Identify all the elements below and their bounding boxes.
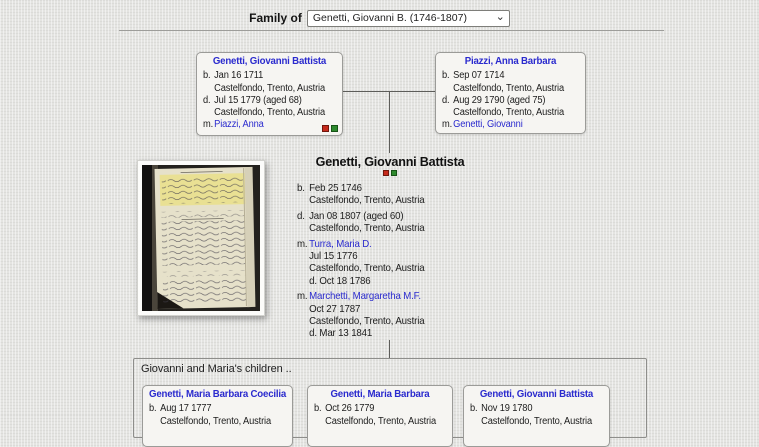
child1-birth-place: Castelfondo, Trento, Austria <box>160 415 272 427</box>
mother-death-date: Aug 29 1790 (aged 75) <box>453 94 546 106</box>
child3-name-link[interactable]: Genetti, Giovanni Battista <box>479 389 594 400</box>
mother-birth-date: Sep 07 1714 <box>453 70 505 82</box>
focus-death-place: Castelfondo, Trento, Austria <box>309 223 425 235</box>
manuscript-illustration <box>142 165 260 311</box>
spouse1-death: d. Oct 18 1786 <box>309 275 371 287</box>
focus-birth-date: Feb 25 1746 <box>309 183 362 194</box>
child-box-3 <box>463 385 610 447</box>
mother-birth-place: Castelfondo, Trento, Austria <box>453 82 565 94</box>
death-label: d. <box>203 94 211 106</box>
mother-death-place: Castelfondo, Trento, Austria <box>453 107 565 119</box>
marriage1-date: Jul 15 1776 <box>309 251 358 263</box>
focus-birth-place: Castelfondo, Trento, Austria <box>309 195 425 207</box>
red-square-icon[interactable] <box>322 125 329 132</box>
child-box-2 <box>307 385 453 447</box>
marriage-label: m. <box>297 291 308 303</box>
birth-label: b. <box>149 403 157 415</box>
family-select-value: Genetti, Giovanni B. (1746-1807) <box>312 11 467 24</box>
father-box <box>196 52 343 136</box>
manuscript-record-photo[interactable] <box>137 160 265 316</box>
child1-name-link[interactable]: Genetti, Maria Barbara Coecilia <box>149 389 287 400</box>
father-name-link[interactable]: Genetti, Giovanni Battista <box>212 56 327 67</box>
father-death-place: Castelfondo, Trento, Austria <box>214 107 326 119</box>
marriage2-place: Castelfondo, Trento, Austria <box>309 316 425 328</box>
child2-name-link[interactable]: Genetti, Maria Barbara <box>330 389 430 400</box>
family-select[interactable] <box>307 10 510 27</box>
birth-label: b. <box>314 403 322 415</box>
birth-label: b. <box>442 70 450 82</box>
child1-birth-date: Aug 17 1777 <box>160 403 212 415</box>
record-flags <box>320 125 338 132</box>
focus-death-date: Jan 08 1807 (aged 60) <box>309 210 404 222</box>
marriage-label: m. <box>442 119 453 131</box>
red-square-icon[interactable] <box>383 170 389 176</box>
father-spouse-link[interactable]: Piazzi, Anna <box>214 119 264 131</box>
father-birth-place: Castelfondo, Trento, Austria <box>214 82 326 94</box>
death-label: d. <box>442 94 450 106</box>
focus-person-details <box>297 183 482 344</box>
green-square-icon[interactable] <box>331 125 338 132</box>
child2-birth-date: Oct 26 1779 <box>325 403 375 415</box>
child3-birth-date: Nov 19 1780 <box>481 403 533 415</box>
children-heading: Giovanni and Maria's children .. <box>141 363 292 375</box>
spouse1-link[interactable]: Turra, Maria D. <box>309 238 372 250</box>
green-square-icon[interactable] <box>391 170 397 176</box>
header-divider <box>119 30 664 31</box>
mother-spouse-link[interactable]: Genetti, Giovanni <box>453 119 523 131</box>
header-bar <box>0 8 759 28</box>
chevron-down-icon: ⌄ <box>495 10 505 23</box>
marriage2-date: Oct 27 1787 <box>309 303 361 315</box>
spouse2-death: d. Mar 13 1841 <box>309 328 373 340</box>
birth-label: b. <box>470 403 478 415</box>
mother-box <box>435 52 586 134</box>
marriage-label: m. <box>203 119 214 131</box>
child2-birth-place: Castelfondo, Trento, Austria <box>325 415 437 427</box>
death-label: d. <box>297 210 305 222</box>
marriage-label: m. <box>297 238 308 250</box>
family-of-label: Family of <box>249 11 302 25</box>
mother-name-link[interactable]: Piazzi, Anna Barbara <box>464 56 557 67</box>
spouse2-link[interactable]: Marchetti, Margaretha M.F. <box>309 291 421 303</box>
child3-birth-place: Castelfondo, Trento, Austria <box>481 415 593 427</box>
marriage1-place: Castelfondo, Trento, Austria <box>309 263 425 275</box>
birth-label: b. <box>297 183 305 194</box>
father-death-date: Jul 15 1779 (aged 68) <box>214 94 302 106</box>
connector-parents-to-person <box>389 92 390 153</box>
father-birth-date: Jan 16 1711 <box>214 70 264 82</box>
focus-person-name: Genetti, Giovanni Battista <box>315 155 465 169</box>
child-box-1 <box>142 385 293 447</box>
birth-label: b. <box>203 70 211 82</box>
focus-record-flags <box>380 170 400 176</box>
